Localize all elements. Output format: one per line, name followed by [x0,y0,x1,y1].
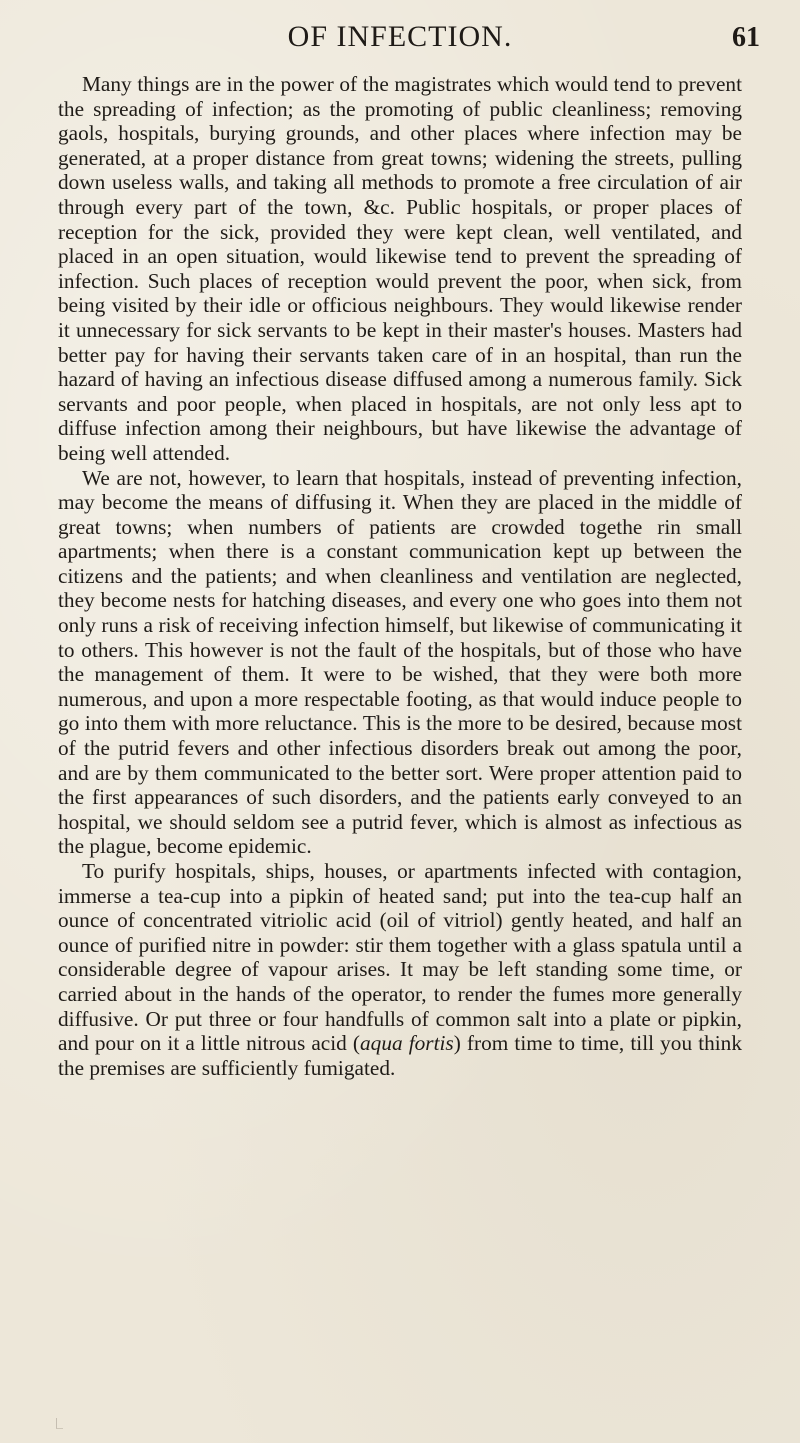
paper-mark [56,1418,63,1429]
page-title: OF INFECTION. [287,20,513,53]
purify-text-end: ) from time to time, till you think the premises are sufficiently fumigated. [58,1031,742,1080]
purify-text-start: To purify hospitals, ships, houses, or apartments infected with contagion, immerse a tea-cup into a pipkin of heated sand; put into the tea-cup half an ounce of concentrated vitriolic acid (oil of vitriol) gently heated, and half an ounce of purified nitre in powder: stir them together with a glass spatula until a considerable degree of vapour arises. It may be left standing some time, or carried about in the hands of the operator, to render the fumes more generally diffusive. Or put three or four handfulls of common salt into a plate or pipkin, and pour on it a little nitrous acid ( [58,859,742,1056]
page-number: 61 [732,22,760,53]
paragraph-hospitals: We are not, however, to learn that hospitals, instead of preventing infection, may become the means of diffusing it. When they are placed in the middle of great towns; when numbers of patients are crowded togethe rin small apartments; when there is a constant communication kept up between the citizens and the patients; and when cleanliness and ventilation are neglected, they become nests for hatching diseases, and every one who goes into them not only runs a risk of receiving infection himself, but likewise of communicating it to others. This however is not the fault of the hospitals, but of those who have the management of them. It were to be wished, that they were both more numerous, and upon a more respectable footing, as that would induce people to go into them with more reluctance. This is the more to be desired, because most of the putrid fevers and other infectious disorders break out among the poor, and are by them communicated to the better sort. Were proper attention paid to the first appearances of such disorders, and the patients early conveyed to an hospital, we should seldom see a putrid fever, which is almost as infectious as the plague, become epidemic. [58,465,742,859]
aqua-fortis-term: aqua fortis [360,1031,454,1056]
running-head [0,20,800,60]
body-text [58,72,742,1080]
paragraph-purify [58,859,742,1080]
paragraph-magistrates: Many things are in the power of the magistrates which would tend to prevent the spreading of infection; as the promoting of public cleanliness; removing gaols, hospitals, burying grounds, and other places where infection may be generated, at a proper distance from great towns; widening the streets, pulling down useless walls, and taking all methods to promote a free circulation of air through every part of the town, &c. Public hospitals, or proper places of reception for the sick, provided they were kept clean, well ventilated, and placed in an open situation, would likewise tend to prevent the spreading of infection. Such places of reception would prevent the poor, when sick, from being visited by their idle or officious neighbours. They would likewise render it unnecessary for sick servants to be kept in their master's houses. Masters had better pay for having their servants taken care of in an hospital, than run the hazard of having an infectious disease diffused among a numerous family. Sick servants and poor people, when placed in hospitals, are not only less apt to diffuse infection among their neighbours, but have likewise the advantage of being well attended. [58,72,742,465]
